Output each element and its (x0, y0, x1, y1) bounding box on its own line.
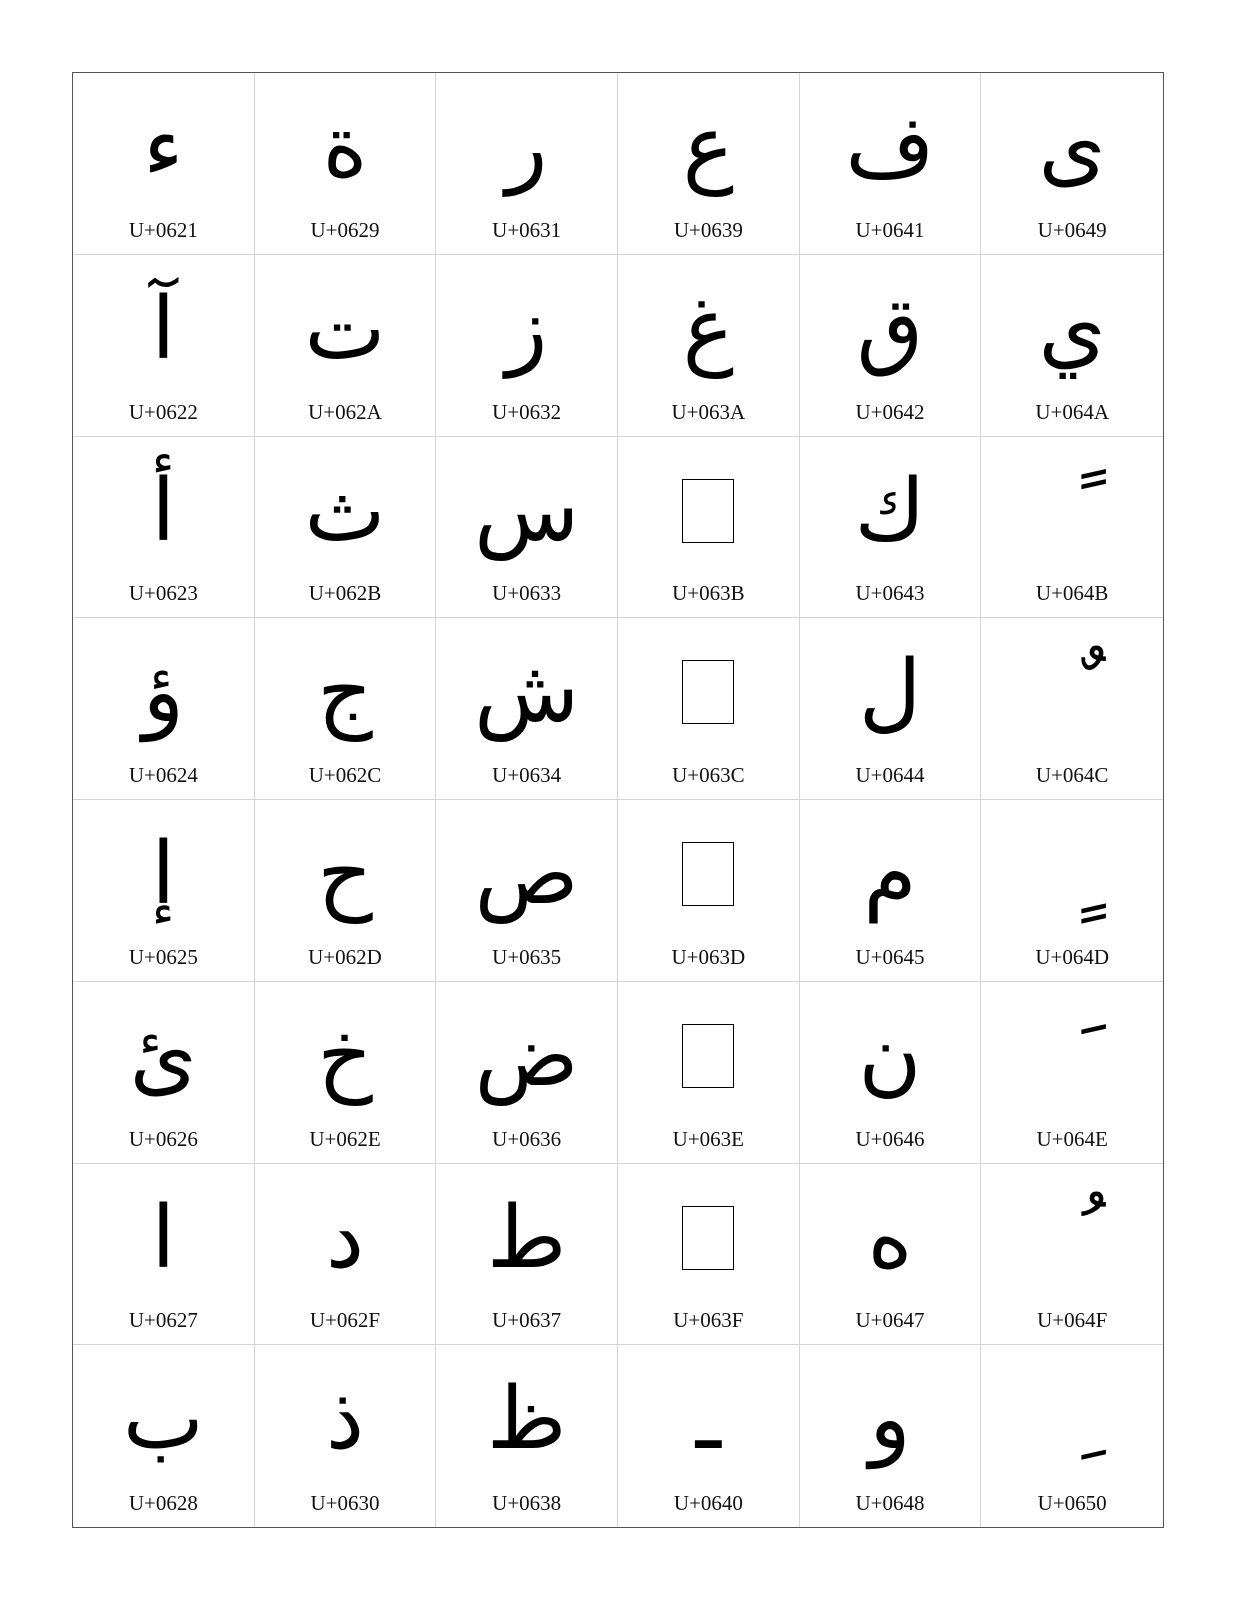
codepoint-label: U+063B (672, 581, 745, 606)
arabic-glyph: إ (151, 824, 176, 924)
codepoint-label: U+0626 (128, 1126, 198, 1151)
missing-glyph-box (618, 1178, 799, 1298)
arabic-glyph: ة (322, 97, 368, 197)
table-cell (73, 618, 255, 800)
arabic-glyph: ز (505, 278, 548, 379)
codepoint-label: U+062A (308, 399, 382, 424)
arabic-glyph: ظ (486, 1369, 567, 1470)
table-cell (618, 982, 800, 1164)
table-cell (73, 437, 255, 619)
arabic-glyph: غ (682, 278, 734, 379)
table-cell (73, 800, 255, 982)
table-cell (618, 73, 800, 255)
table-cell (618, 1164, 800, 1346)
codepoint-label: U+0635 (492, 944, 562, 969)
codepoint-label: U+0649 (1037, 217, 1107, 242)
table-cell (618, 1345, 800, 1527)
codepoint-label: U+064E (1036, 1126, 1108, 1151)
arabic-glyph: ح (317, 824, 373, 924)
codepoint-label: U+062B (308, 581, 382, 606)
arabic-glyph: ه (867, 1187, 913, 1288)
arabic-glyph: ذ (325, 1369, 365, 1470)
codepoint-label: U+063D (671, 944, 746, 969)
arabic-glyph (981, 996, 1163, 1116)
arabic-glyph: ل (858, 642, 922, 743)
codepoint-label: U+064F (1037, 1308, 1108, 1333)
table-cell (436, 437, 618, 619)
table-cell (255, 1345, 437, 1527)
table-cell (436, 800, 618, 982)
table-cell (73, 255, 255, 437)
codepoint-label: U+063C (672, 763, 745, 787)
missing-glyph-box (618, 632, 799, 752)
table-cell (73, 1164, 255, 1346)
arabic-glyph: ب (122, 1369, 204, 1470)
codepoint-label: U+0646 (855, 1126, 925, 1151)
arabic-glyph: ط (486, 1187, 567, 1288)
arabic-glyph: آ (151, 278, 176, 379)
arabic-glyph (981, 814, 1163, 934)
arabic-glyph: ض (474, 1005, 579, 1106)
table-cell (981, 1164, 1163, 1346)
table-cell (800, 618, 982, 800)
codepoint-label: U+0632 (492, 399, 562, 424)
table-cell (800, 1345, 982, 1527)
arabic-glyph: ق (856, 278, 924, 379)
table-cell (436, 1345, 618, 1527)
codepoint-label: U+0627 (128, 1308, 198, 1333)
arabic-glyph: ي (1038, 278, 1106, 379)
codepoint-label: U+0642 (855, 399, 925, 424)
arabic-glyph: ـ (695, 1369, 721, 1470)
codepoint-label: U+0641 (855, 217, 925, 242)
table-cell (255, 73, 437, 255)
table-cell (981, 255, 1163, 437)
table-cell (255, 437, 437, 619)
arabic-glyph: و (869, 1369, 911, 1470)
table-cell (255, 1164, 437, 1346)
table-cell (981, 800, 1163, 982)
codepoint-label: U+0648 (855, 1491, 925, 1515)
codepoint-label: U+0622 (128, 399, 198, 424)
table-cell (800, 255, 982, 437)
arabic-glyph: ش (474, 642, 580, 743)
table-cell (255, 255, 437, 437)
codepoint-label: U+0643 (855, 581, 925, 606)
arabic-glyph: د (325, 1187, 365, 1288)
codepoint-label: U+0633 (492, 581, 562, 606)
arabic-glyph (981, 632, 1163, 752)
table-cell (981, 618, 1163, 800)
table-cell (436, 255, 618, 437)
arabic-glyph: ر (505, 97, 548, 197)
table-cell (981, 73, 1163, 255)
arabic-glyph: ن (858, 1005, 922, 1106)
arabic-glyph (981, 451, 1163, 571)
table-cell (618, 437, 800, 619)
arabic-glyph: ء (143, 97, 184, 197)
codepoint-label: U+0640 (673, 1491, 743, 1515)
arabic-glyph: ئ (129, 1005, 197, 1106)
codepoint-label: U+064C (1035, 763, 1109, 787)
arabic-glyph (981, 1359, 1163, 1479)
arabic-glyph: ؤ (142, 642, 185, 743)
arabic-glyph: ف (845, 97, 935, 197)
arabic-glyph: ت (304, 278, 386, 379)
codepoint-label: U+0638 (492, 1491, 562, 1515)
arabic-glyph: ك (854, 460, 926, 561)
table-cell (981, 1345, 1163, 1527)
arabic-character-table (72, 72, 1164, 1528)
codepoint-label: U+064D (1035, 944, 1109, 969)
arabic-glyph: س (474, 460, 580, 561)
codepoint-label: U+0630 (310, 1491, 380, 1515)
codepoint-label: U+0631 (492, 217, 562, 242)
codepoint-label: U+0629 (310, 217, 380, 242)
table-cell (255, 800, 437, 982)
table-cell (981, 437, 1163, 619)
arabic-glyph: ص (474, 824, 579, 924)
codepoint-label: U+0636 (492, 1126, 562, 1151)
codepoint-label: U+063A (671, 399, 746, 424)
codepoint-label: U+063E (672, 1126, 744, 1151)
arabic-glyph: ع (682, 97, 734, 197)
codepoint-label: U+0639 (673, 217, 743, 242)
table-cell (618, 800, 800, 982)
codepoint-label: U+0637 (492, 1308, 562, 1333)
arabic-glyph: م (863, 824, 917, 924)
table-cell (618, 618, 800, 800)
arabic-glyph: ج (317, 642, 373, 743)
arabic-glyph: ى (1038, 97, 1106, 197)
table-cell (618, 255, 800, 437)
table-cell (436, 982, 618, 1164)
table-cell (436, 73, 618, 255)
codepoint-label: U+0624 (128, 763, 198, 787)
table-cell (436, 618, 618, 800)
arabic-glyph: ث (304, 460, 386, 561)
table-cell (255, 982, 437, 1164)
table-cell (800, 73, 982, 255)
codepoint-label: U+064A (1035, 399, 1109, 424)
arabic-glyph: خ (317, 1005, 373, 1106)
table-cell (981, 982, 1163, 1164)
table-cell (800, 982, 982, 1164)
codepoint-label: U+064B (1035, 581, 1109, 606)
codepoint-label: U+062F (309, 1308, 381, 1333)
codepoint-label: U+0628 (128, 1491, 198, 1515)
codepoint-label: U+062D (308, 944, 382, 969)
arabic-glyph: أ (151, 460, 176, 561)
table-cell (800, 437, 982, 619)
codepoint-label: U+0625 (128, 944, 198, 969)
missing-glyph-box (618, 996, 799, 1116)
codepoint-label: U+0621 (128, 217, 198, 242)
codepoint-label: U+0623 (128, 581, 198, 606)
codepoint-label: U+0650 (1037, 1491, 1107, 1515)
table-cell (73, 1345, 255, 1527)
codepoint-label: U+0644 (855, 763, 925, 787)
codepoint-label: U+062C (308, 763, 382, 787)
missing-glyph-box (618, 451, 799, 571)
missing-glyph-box (618, 814, 799, 934)
table-cell (73, 982, 255, 1164)
codepoint-label: U+0645 (855, 944, 925, 969)
arabic-glyph (981, 1178, 1163, 1298)
table-cell (800, 800, 982, 982)
table-cell (255, 618, 437, 800)
table-cell (436, 1164, 618, 1346)
table-cell (800, 1164, 982, 1346)
codepoint-label: U+062E (309, 1126, 381, 1151)
arabic-glyph: ا (151, 1187, 176, 1288)
codepoint-label: U+063F (673, 1308, 744, 1333)
table-cell (73, 73, 255, 255)
codepoint-label: U+0647 (855, 1308, 925, 1333)
codepoint-label: U+0634 (492, 763, 562, 787)
